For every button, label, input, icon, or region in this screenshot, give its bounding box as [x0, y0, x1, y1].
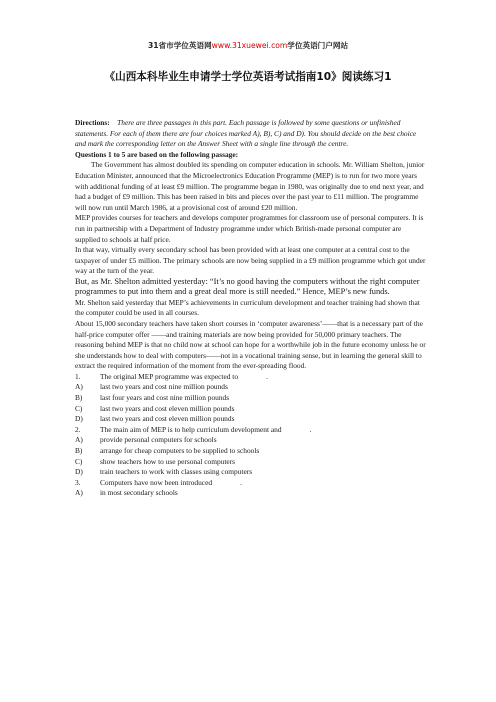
question-stem: 1. The original MEP programme was expected to . [75, 371, 268, 381]
header-right: 学位英语门户网站 [287, 41, 349, 50]
answer-option[interactable]: A) provide personal computers for schools [75, 435, 217, 445]
answer-option[interactable]: B) arrange for cheap computers to be supplied to schools [75, 446, 260, 456]
questions-heading: Questions 1 to 5 are based on the following passage: [75, 149, 239, 159]
passage-paragraph: The Government has almost doubled its spending on computer education in schools. Mr. William Shelton, junior Education Minister, announced that the Microelectronics Education Programme (MEP) is to run for two more years with additional funding of at least £9 million. The programme began in 1980, was originally due to end next year, and had a budget of £9 million. This has been raised in bits and pieces over the past year to £11 million. The programme will now run until March 1986, at a provisional cost of around £20 million. [75, 160, 425, 212]
directions-label: Directions: [75, 118, 110, 127]
passage-paragraph: MEP provides courses for teachers and develops computer programmes for classroom use of personal computers. It is run in partnership with a Department of Industry programme under which British-made personal computer are supplied to schools at half price. [75, 213, 424, 244]
passage-paragraph: Mr. Shelton said yesterday that MEP’s achievements in curriculum development and teacher training had shown that the computer could be used in all courses. [75, 297, 420, 318]
answer-option[interactable]: B) last four years and cost nine million pounds [75, 393, 230, 403]
passage-paragraph: But, as Mr. Shelton admitted yesterday: “It’s no good having the computers without the right computer programmes to put into them and a great deal more is still needed.” Hence, MEP’s new funds. [75, 276, 420, 297]
answer-option[interactable]: C) last two years and cost eleven million pounds [75, 403, 235, 413]
question-stem: 3. Computers have now been introduced . [75, 477, 242, 487]
question-stem: 2. The main aim of MEP is to help curriculum development and . [75, 424, 312, 434]
passage-paragraph: About 15,000 secondary teachers have taken short courses in ‘computer awareness’——that is a necessary part of the half-price computer offer ——and training materials are now being provided for 50,000 primary teachers. The reasoning behind MEP is that no child now at school can hope for a worthwhile job in the future economy unless he or she understands how to deal with computers——not in a vocational training sense, but in learning the general skill to extract the required information of the moment from the ever-spreading flood. [75, 318, 426, 371]
directions-text: There are three passages in this part. Each passage is followed by some questions or unfinished statements. For each of them there are four choices marked A), B), C) and D). You should decide on the best choice and mark the corresponding letter on the Answer Sheet with a single line through the centre. [75, 118, 417, 149]
header-site-link[interactable]: www.31xuewei.com [211, 41, 288, 50]
document-title: 《山西本科毕业生申请学士学位英语考试指南10》阅读练习1 [104, 71, 392, 83]
answer-option[interactable]: D) last two years and cost eleven million pounds [75, 414, 235, 424]
answer-option[interactable]: A) in most secondary schools [75, 488, 178, 498]
document-body [75, 118, 427, 499]
page-header [0, 40, 496, 51]
answer-option[interactable]: D) train teachers to work with classes using computers [75, 467, 253, 477]
answer-option[interactable]: C) show teachers how to use personal computers [75, 456, 236, 466]
passage-paragraph: In that way, virtually every secondary school has been provided with at least one computer at a central cost to the taxpayer of under £5 million. The primary schools are now being supplied in a £9 million programme which got under way at the turn of the year. [75, 245, 426, 276]
answer-option[interactable]: A) last two years and cost nine million pounds [75, 382, 228, 392]
directions [75, 118, 427, 150]
header-left: 31省市学位英语网 [147, 41, 212, 50]
